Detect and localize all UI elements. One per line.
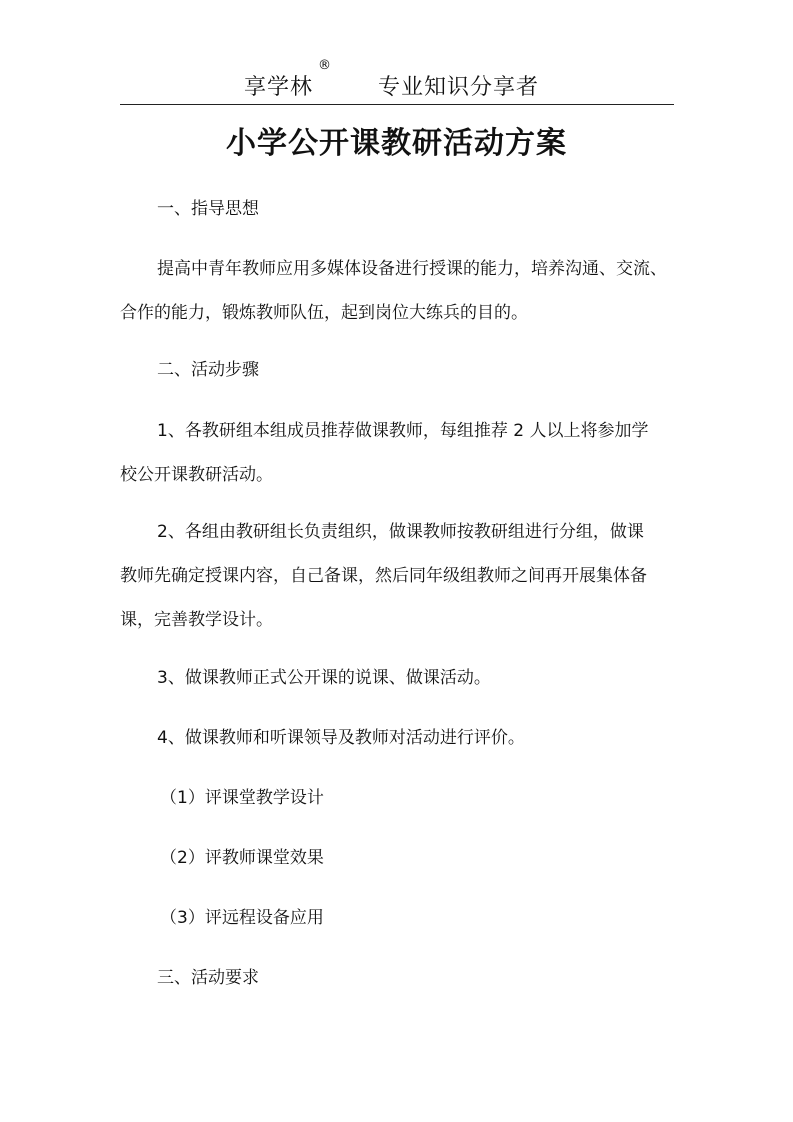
text-line: 一、指导思想 <box>157 199 259 219</box>
text-line: 提高中青年教师应用多媒体设备进行授课的能力，培养沟通、交流、 <box>157 259 667 279</box>
text-line: （2）评教师课堂效果 <box>160 848 324 868</box>
text-line: （3）评远程设备应用 <box>160 908 324 928</box>
paragraph-step-2 <box>120 510 676 642</box>
list-item-evaluation-3 <box>120 896 676 940</box>
section-heading-activity-requirements <box>120 956 676 1000</box>
header-brand: 享学林 <box>244 75 314 100</box>
paragraph-step-4 <box>120 716 676 760</box>
text-line: 三、活动要求 <box>157 968 259 988</box>
text-line: 合作的能力，锻炼教师队伍，起到岗位大练兵的目的。 <box>120 303 528 323</box>
text-line: （1）评课堂教学设计 <box>160 788 324 808</box>
paragraph-step-3 <box>120 656 676 700</box>
text-line: 二、活动步骤 <box>157 360 259 380</box>
registered-mark-icon: ® <box>318 58 331 73</box>
text-line: 教师先确定授课内容，自己备课，然后同年级组教师之间再开展集体备 <box>120 566 647 586</box>
page-header <box>120 58 674 105</box>
paragraph-guiding-ideology <box>120 247 676 335</box>
header-tagline: 专业知识分享者 <box>378 75 540 100</box>
list-item-evaluation-1 <box>120 776 676 820</box>
text-line: 3、做课教师正式公开课的说课、做课活动。 <box>157 668 491 688</box>
text-line: 1、各教研组本组成员推荐做课教师，每组推荐 2 人以上将参加学 <box>157 421 649 441</box>
text-line: 校公开课教研活动。 <box>120 465 273 485</box>
text-line: 课，完善教学设计。 <box>120 610 273 630</box>
document-title: 小学公开课教研活动方案 <box>226 126 567 161</box>
text-line: 4、做课教师和听课领导及教师对活动进行评价。 <box>157 728 525 748</box>
section-heading-activity-steps <box>120 348 676 392</box>
text-line: 2、各组由教研组长负责组织，做课教师按教研组进行分组，做课 <box>157 522 644 542</box>
list-item-evaluation-2 <box>120 836 676 880</box>
paragraph-step-1 <box>120 409 676 497</box>
section-heading-guiding-ideology <box>120 187 676 231</box>
